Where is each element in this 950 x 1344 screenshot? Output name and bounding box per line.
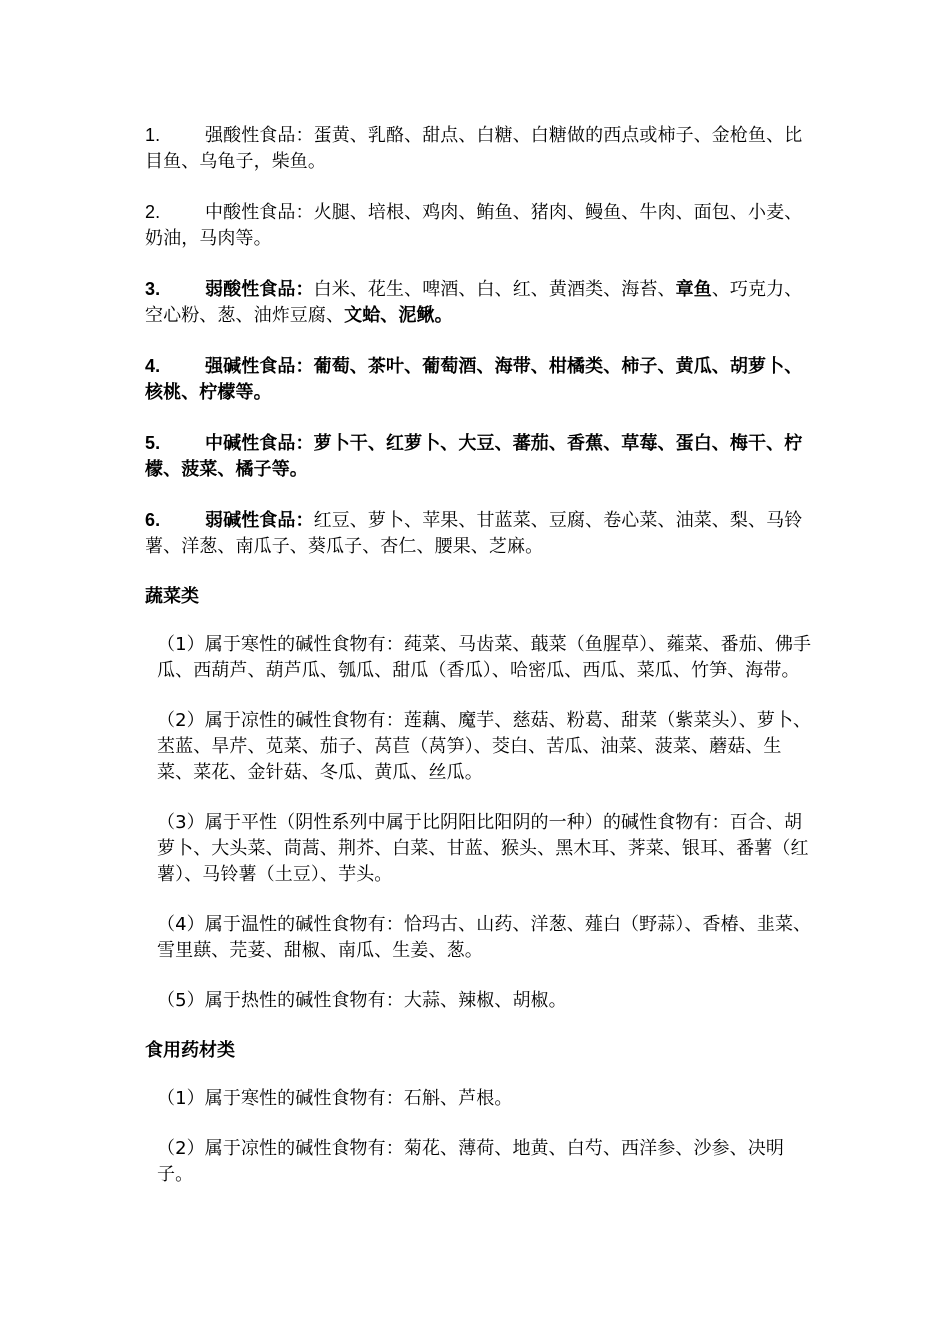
list-label: 弱碱性食品：: [205, 510, 314, 531]
list-label: 中碱性食品：: [205, 433, 314, 454]
list-text: 、巧克力、空心粉、葱、油炸豆腐、: [145, 279, 803, 326]
section-heading-vegetables: 蔬菜类: [145, 586, 199, 607]
list-label: 强碱性食品：: [205, 356, 314, 377]
list-item-3: [145, 276, 815, 329]
list-text: 蛋黄、乳酪、甜点、白糖、白糖做的西点或柿子、金枪鱼、比目鱼、乌龟子，柴鱼。: [145, 125, 803, 172]
list-item-6: [145, 507, 815, 560]
list-label: 强酸性食品：: [205, 125, 314, 146]
list-text: 火腿、培根、鸡肉、鲔鱼、猪肉、鳗鱼、牛肉、面包、小麦、奶油，马肉等。: [145, 202, 803, 249]
section-heading-herbs: 食用药材类: [145, 1040, 235, 1061]
list-number: 5.: [145, 433, 161, 453]
list-item-1: [145, 122, 815, 175]
list-item-4: [145, 353, 815, 406]
veg-item-1: （1）属于寒性的碱性食物有：莼菜、马齿菜、蕺菜（鱼腥草）、蕹菜、番茄、佛手瓜、西葫芦、葫芦瓜、瓠瓜、甜瓜（香瓜）、哈密瓜、西瓜、菜瓜、竹笋、海带。: [157, 634, 812, 681]
list-number: 1.: [145, 125, 161, 145]
list-number: 4.: [145, 356, 161, 376]
list-text: 红豆、萝卜、苹果、甘蓝菜、豆腐、卷心菜、油菜、梨、马铃薯、洋葱、南瓜子、葵瓜子、杏仁、腰果、芝麻。: [145, 510, 803, 557]
list-item-2: [145, 199, 815, 252]
document-page: [145, 122, 815, 1212]
list-text-bold: 章鱼: [675, 279, 712, 300]
veg-item-4: （4）属于温性的碱性食物有：恰玛古、山药、洋葱、薤白（野蒜）、香椿、韭菜、雪里蕻、芫荽、甜椒、南瓜、生姜、葱。: [157, 914, 812, 961]
herb-item-1: （1）属于寒性的碱性食物有：石斛、芦根。: [157, 1088, 513, 1109]
veg-item-3: （3）属于平性（阴性系列中属于比阴阳比阳阴的一种）的碱性食物有：百合、胡萝卜、大头菜、茼蒿、荆芥、白菜、甘蓝、猴头、黑木耳、荠菜、银耳、番薯（红薯）、马铃薯（土豆）、芋头。: [157, 812, 809, 885]
veg-item-2: （2）属于凉性的碱性食物有：莲藕、魔芋、慈菇、粉葛、甜菜（紫菜头）、萝卜、苤蓝、旱芹、苋菜、茄子、莴苣（莴笋）、茭白、苦瓜、油菜、菠菜、蘑菇、生菜、菜花、金针菇、冬瓜、黄瓜、丝瓜。: [157, 710, 812, 783]
list-number: 6.: [145, 510, 161, 530]
list-text: 葡萄、茶叶、葡萄酒、海带、柑橘类、柿子、黄瓜、胡萝卜、核桃、柠檬等。: [145, 356, 803, 403]
list-label: 弱酸性食品：: [205, 279, 314, 300]
list-number: 3.: [145, 279, 161, 299]
list-number: 2.: [145, 202, 161, 222]
herb-item-2: （2）属于凉性的碱性食物有：菊花、薄荷、地黄、白芍、西洋参、沙参、决明子。: [157, 1138, 784, 1185]
list-text: 白米、花生、啤酒、白、红、黄酒类、海苔、: [313, 279, 676, 300]
list-item-5: [145, 430, 815, 483]
veg-item-5: （5）属于热性的碱性食物有：大蒜、辣椒、胡椒。: [157, 990, 567, 1011]
list-text-bold: 文蛤、泥鳅。: [344, 305, 453, 326]
list-text: 萝卜干、红萝卜、大豆、蕃茄、香蕉、草莓、蛋白、梅干、柠檬、菠菜、橘子等。: [145, 433, 803, 480]
list-label: 中酸性食品：: [205, 202, 314, 223]
